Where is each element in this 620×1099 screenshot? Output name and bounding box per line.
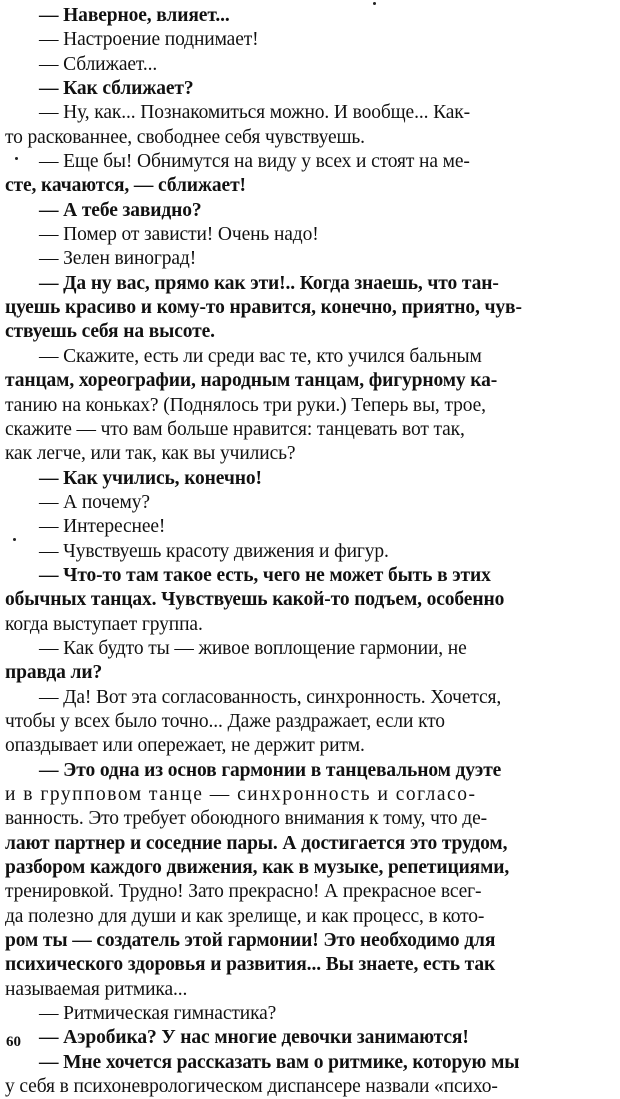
- page-text: [5, 4, 615, 1099]
- text-line: сте, качаются, — сближает!: [5, 175, 246, 197]
- text-line: — Как учились, конечно!: [39, 467, 262, 489]
- text-line: да полезно для души и как зрелище, и как процесс, в кото-: [5, 905, 485, 927]
- text-line: как легче, или так, как вы учились?: [5, 443, 296, 465]
- text-line: — Сближает...: [39, 53, 158, 75]
- text-line: — Интереснее!: [39, 516, 166, 538]
- text-line: обычных танцах. Чувствуешь какой-то подъем, особенно: [5, 589, 505, 611]
- text-line: разбором каждого движения, как в музыке, репетициями,: [5, 857, 510, 879]
- text-line: — Да! Вот эта согласованность, синхронность. Хочется,: [39, 686, 502, 708]
- text-line: правда ли?: [5, 662, 103, 684]
- text-line: скажите — что вам больше нравится: танцевать вот так,: [5, 418, 465, 440]
- text-line: — Еще бы! Обнимутся на виду у всех и стоят на ме-: [39, 151, 470, 173]
- text-line: — Чувствуешь красоту движения и фигур.: [39, 540, 389, 562]
- text-line: чтобы у всех было точно... Даже раздражает, если кто: [5, 710, 445, 732]
- text-line: — Скажите, есть ли среди вас те, кто учился бальным: [39, 345, 482, 367]
- page-number: 60: [6, 1034, 21, 1050]
- text-line: танцам, хореографии, народным танцам, фигурному ка-: [5, 370, 498, 392]
- text-line: — Наверное, влияет...: [39, 5, 230, 26]
- text-line: — Ритмическая гимнастика?: [39, 1003, 277, 1025]
- text-line: когда выступает группа.: [5, 613, 203, 635]
- text-line: — Настроение поднимает!: [39, 29, 259, 51]
- scan-speck: [373, 2, 376, 5]
- text-line: называемая ритмика...: [5, 978, 188, 1000]
- text-line: — Да ну вас, прямо как эти!.. Когда знаешь, что тан-: [39, 272, 499, 294]
- scan-speck: [13, 538, 16, 541]
- text-line: и в групповом танце — синхронность и согласо-: [5, 784, 477, 805]
- text-line: психического здоровья и развития... Вы знаете, есть так: [5, 954, 496, 976]
- text-line: — Аэробика? У нас многие девочки занимаются!: [39, 1027, 469, 1049]
- text-line: — А почему?: [39, 491, 150, 513]
- text-line: — Это одна из основ гармонии в танцевальном дуэте: [39, 759, 502, 781]
- text-line: — Как сближает?: [39, 78, 194, 100]
- text-line: танию на коньках? (Поднялось три руки.) Теперь вы, трое,: [5, 394, 486, 416]
- text-line: — Что-то там такое есть, чего не может быть в этих: [39, 564, 491, 586]
- text-line: лают партнер и соседние пары. А достигается это трудом,: [5, 832, 508, 854]
- text-line: — Помер от зависти! Очень надо!: [39, 224, 319, 246]
- text-line: ванность. Это требует обоюдного внимания к тому, что де-: [5, 808, 488, 830]
- text-line: ром ты — создатель этой гармонии! Это необходимо для: [5, 930, 496, 952]
- text-line: — Мне хочется рассказать вам о ритмике, которую мы: [39, 1051, 520, 1073]
- scan-speck: [15, 157, 18, 160]
- text-line: — Ну, как... Познакомиться можно. И вообще... Как-: [39, 102, 470, 124]
- text-line: цуешь красиво и кому-то нравится, конечно, приятно, чув-: [5, 297, 522, 319]
- text-line: то раскованнее, свободнее себя чувствуешь.: [5, 126, 365, 148]
- text-line: — Как будто ты — живое воплощение гармонии, не: [39, 637, 467, 659]
- text-line: — Зелен виноград!: [39, 248, 197, 270]
- text-line: — А тебе завидно?: [39, 199, 202, 221]
- text-line: тренировкой. Трудно! Зато прекрасно! А прекрасное всег-: [5, 881, 482, 903]
- text-line: опаздывает или опережает, не держит ритм.: [5, 735, 365, 757]
- text-line: у себя в психоневрологическом диспансере назвали «психо-: [5, 1076, 498, 1098]
- text-line: ствуешь себя на высоте.: [5, 321, 215, 343]
